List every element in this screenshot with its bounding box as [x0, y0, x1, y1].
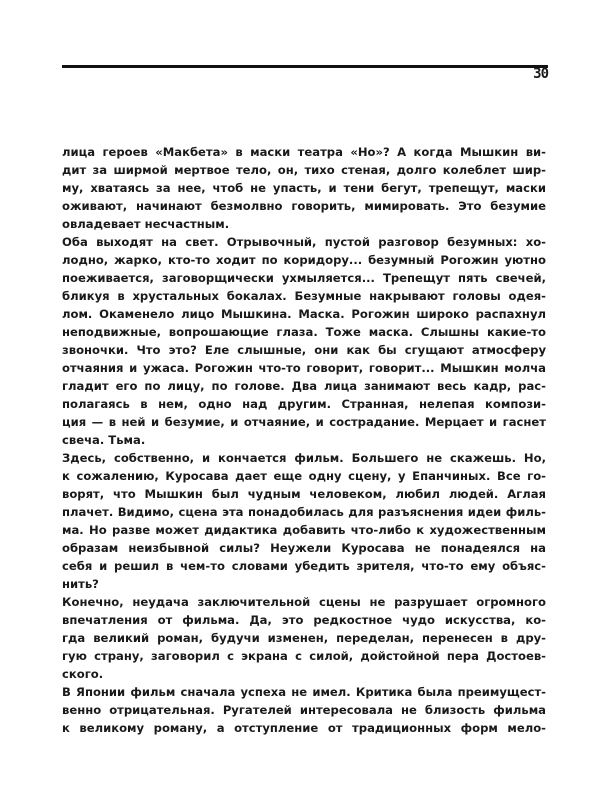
text-line: овладевает несчастным.: [62, 217, 230, 231]
text-line: венно отрицательная. Ругателей интересовала не близость фильма: [62, 703, 546, 717]
text-line: себя и решил в чем-то словами убедить зрителя, что-то ему объяс-: [62, 559, 546, 573]
text-line: ция — в ней и безумие, и отчаяние, и сострадание. Мерцает и гаснет: [62, 415, 546, 429]
text-line: ворят, что Мышкин был чудным человеком, любил людей. Аглая: [62, 487, 546, 501]
text-line: поеживается, заговорщически ухмыляется... Трепещут пять свечей,: [62, 271, 546, 285]
text-line: полагаясь в нем, одно над другим. Странная, нелепая компози-: [62, 397, 546, 411]
paragraph: [62, 233, 546, 449]
text-line: к великому роману, а отступление от традиционных форм мело-: [62, 721, 546, 735]
text-line: гую страну, заговорил с экрана с силой, дойстойной пера Достоев-: [62, 649, 546, 663]
text-line: Оба выходят на свет. Отрывочный, пустой разговор безумных: хо-: [62, 235, 546, 249]
header-rule: [62, 65, 548, 68]
text-line: дит за ширмой мертвое тело, он, тихо стеная, долго колеблет шир-: [62, 163, 546, 177]
text-line: му, хватаясь за нее, чтоб не упасть, и тени бегут, трепещут, маски: [62, 181, 546, 195]
text-line: плачет. Видимо, сцена эта понадобилась для разъяснения идеи филь-: [62, 505, 546, 519]
text-line: образам неизбывной силы? Неужели Куросава не понадеялся на: [62, 541, 546, 555]
text-line: лодно, жарко, кто-то ходит по коридору... безумный Рогожин уютно: [62, 253, 546, 267]
paragraph: [62, 683, 546, 737]
text-line: лом. Окаменело лицо Мышкина. Маска. Рогожин широко распахнул: [62, 307, 546, 321]
text-line: В Японии фильм сначала успеха не имел. Критика была преимущест-: [62, 685, 546, 699]
paragraph: [62, 449, 546, 593]
text-line: лица героев «Макбета» в маски театра «Но»? А когда Мышкин ви-: [62, 145, 546, 159]
body-text: [62, 143, 546, 737]
text-line: неподвижные, вопрошающие глаза. Тоже маска. Слышны какие-то: [62, 325, 546, 339]
text-line: Здесь, собственно, и кончается фильм. Большего не скажешь. Но,: [62, 451, 546, 465]
text-line: оживают, начинают безмолвно говорить, мимировать. Это безумие: [62, 199, 546, 213]
text-line: нить?: [62, 577, 99, 591]
paragraph: [62, 143, 546, 233]
text-line: отчаяния и ужаса. Рогожин что-то говорит, говорит... Мышкин молча: [62, 361, 546, 375]
text-line: звоночки. Что это? Еле слышные, они как бы сгущают атмосферу: [62, 343, 546, 357]
text-line: ма. Но разве может дидактика добавить что-либо к художественным: [62, 523, 546, 537]
text-line: ского.: [62, 667, 104, 681]
text-line: бликуя в хрустальных бокалах. Безумные накрывают головы одея-: [62, 289, 546, 303]
text-line: Конечно, неудача заключительной сцены не разрушает огромного: [62, 595, 546, 609]
text-line: гда великий роман, будучи изменен, переделан, перенесен в дру-: [62, 631, 546, 645]
text-line: впечатления от фильма. Да, это редкостное чудо искусства, ко-: [62, 613, 546, 627]
text-line: свеча. Тьма.: [62, 433, 146, 447]
text-line: гладит его по лицу, по голове. Два лица занимают весь кадр, рас-: [62, 379, 546, 393]
text-line: к сожалению, Куросава дает еще одну сцену, у Епанчиных. Все го-: [62, 469, 546, 483]
page-number: 30: [533, 66, 548, 82]
paragraph: [62, 593, 546, 683]
